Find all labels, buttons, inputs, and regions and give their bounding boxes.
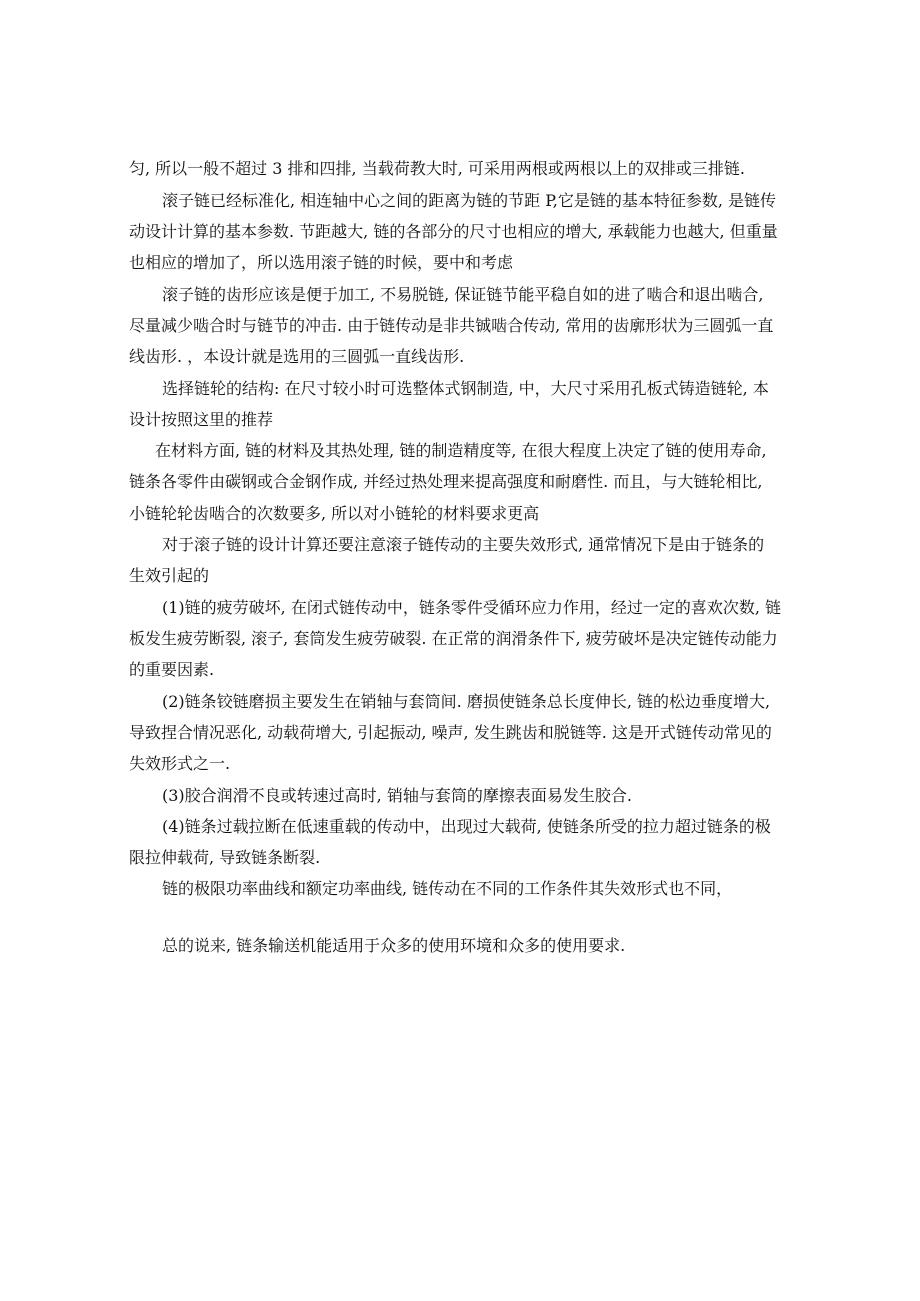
- paragraph-start-line: 链的极限功率曲线和额定功率曲线, 链传动在不同的工作条件其失效形式也不同，: [162, 879, 733, 898]
- text-line: 生效引起的: [129, 566, 210, 585]
- paragraph-start-line: 对于滚子链的设计计算还要注意滚子链传动的主要失效形式, 通常情况下是由于链条的: [162, 535, 765, 554]
- text-line: 链条各零件由碳钢或合金钢作成, 并经过热处理来提高强度和耐磨性. 而且，与大链轮相比,: [129, 472, 763, 491]
- list-item-3-line: (3)胶合润滑不良或转速过高时, 销轴与套筒的摩擦表面易发生胶合.: [162, 786, 632, 805]
- paragraph-start-line: 滚子链已经标准化, 相连轴中心之间的距离为链的节距 P,它是链的基本特征参数, 是链传: [162, 191, 777, 210]
- text-line: 动设计计算的基本参数. 节距越大, 链的各部分的尺寸也相应的增大, 承载能力也越大, 但重量: [129, 222, 778, 241]
- text-line: 匀, 所以一般不超过 3 排和四排, 当载荷教大时, 可采用两根或两根以上的双排或三排链.: [129, 159, 745, 178]
- paragraph-start-line: 在材料方面, 链的材料及其热处理, 链的制造精度等, 在很大程度上决定了链的使用寿命,: [155, 441, 767, 460]
- list-item-1-line: (1)链的疲劳破坏, 在闭式链传动中，链条零件受循环应力作用，经过一定的喜欢次数, 链: [162, 598, 782, 617]
- paragraph-start-line: 选择链轮的结构: 在尺寸较小时可选整体式钢制造, 中，大尺寸采用孔板式铸造链轮, 本: [162, 379, 769, 398]
- conclusion-line: 总的说来, 链条输送机能适用于众多的使用环境和众多的使用要求.: [162, 936, 626, 955]
- text-line: 导致捏合情况恶化, 动载荷增大, 引起振动, 噪声, 发生跳齿和脱链等. 这是开式链传动常见的: [129, 723, 772, 742]
- text-line: 失效形式之一.: [129, 754, 231, 773]
- text-line: 的重要因素.: [129, 660, 215, 679]
- text-line: 限拉伸载荷, 导致链条断裂.: [129, 848, 321, 867]
- text-line: 线齿形. ，本设计就是选用的三圆弧一直线齿形.: [129, 347, 465, 366]
- list-item-4-line: (4)链条过载拉断在低速重载的传动中，出现过大载荷, 使链条所受的拉力超过链条的极: [162, 817, 771, 836]
- text-line: 小链轮轮齿啮合的次数要多, 所以对小链轮的材料要求更高: [129, 504, 540, 523]
- text-line: 板发生疲劳断裂, 滚子, 套筒发生疲劳破裂. 在正常的润滑条件下, 疲劳破坏是决定链传动能力: [129, 629, 778, 648]
- paragraph-start-line: 滚子链的齿形应该是便于加工, 不易脱链, 保证链节能平稳自如的进了啮合和退出啮合,: [162, 285, 764, 304]
- list-item-2-line: (2)链条铰链磨损主要发生在销轴与套筒间. 磨损使链条总长度伸长, 链的松边垂度增大,: [162, 692, 771, 711]
- text-line: 也相应的增加了，所以选用滚子链的时候，要中和考虑: [129, 253, 514, 272]
- text-line: 尽量减少啮合时与链节的冲击. 由于链传动是非共铖啮合传动, 常用的齿廓形状为三圆弧一直: [129, 316, 774, 335]
- text-line: 设计按照这里的推荐: [129, 410, 274, 429]
